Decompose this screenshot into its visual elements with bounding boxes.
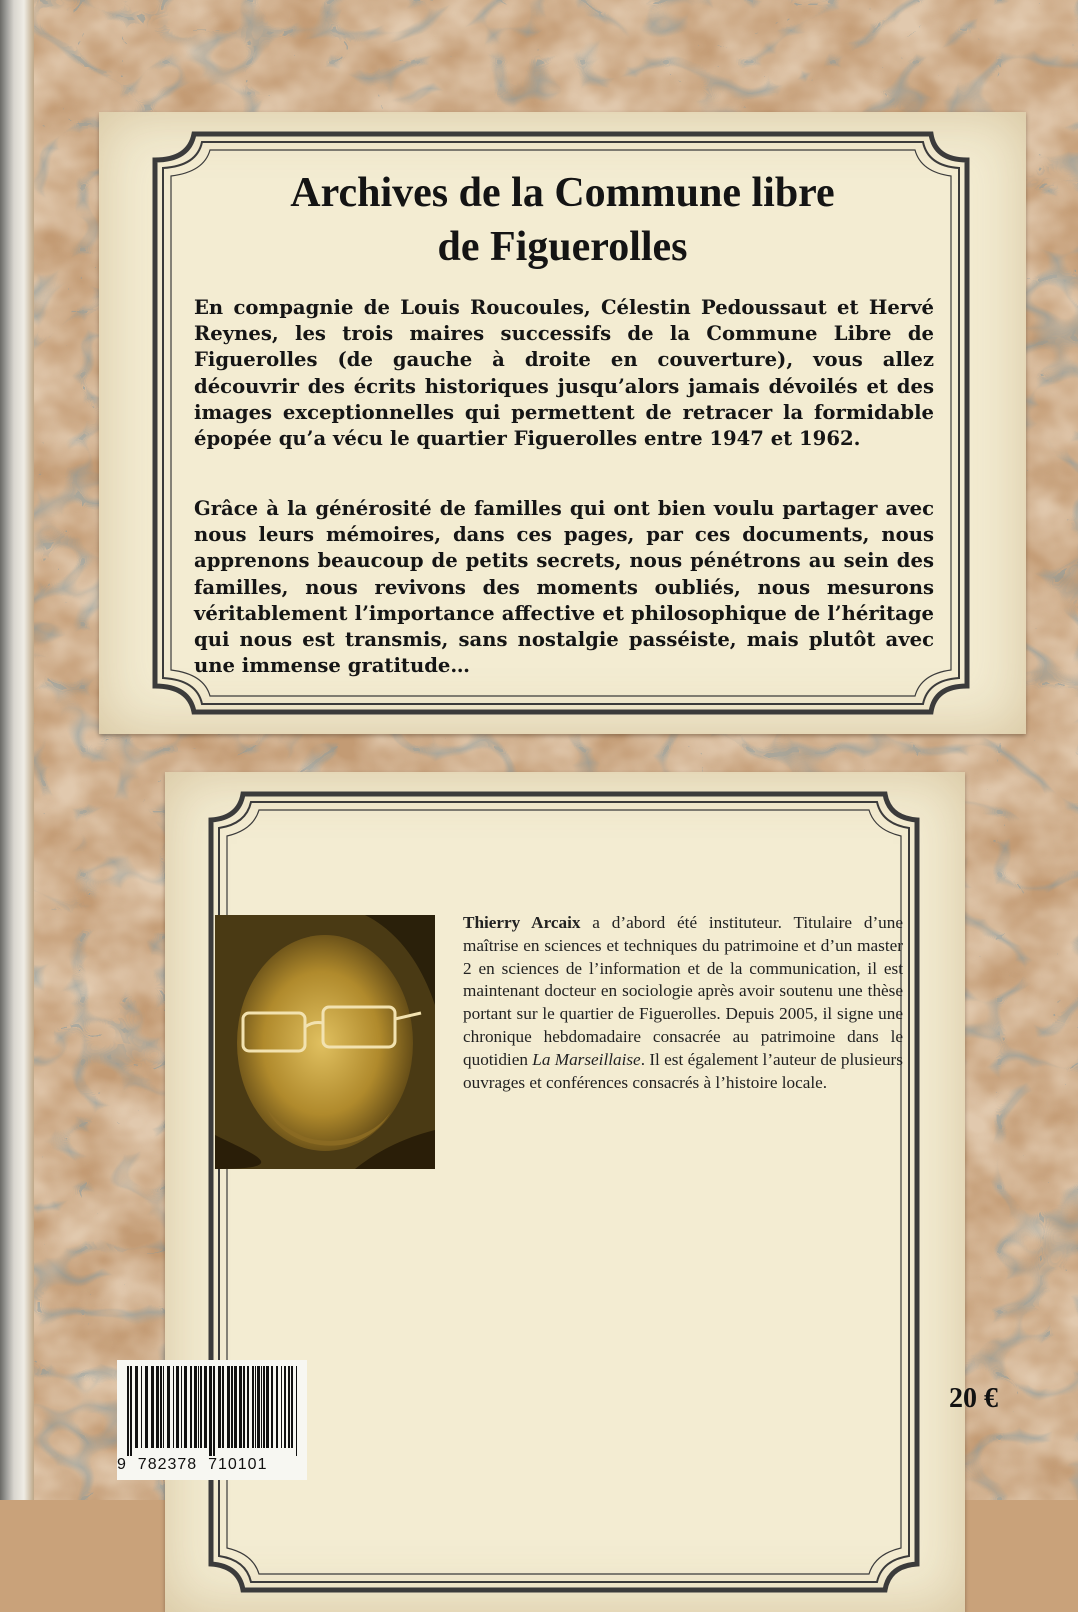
barcode-bar: [222, 1366, 224, 1448]
author-bio-text1: a d’abord été instituteur. Titulaire d’une maîtrise en sciences et techniques du patrimoine et d’un master 2 en sciences de l’information et de la communication, il est maintenant docteur en sociologie après avoir soutenu une thèse portant sur le quartier de Figuerolles. Depuis 2005, il signe une chronique hebdomadaire consacrée au patrimoine dans le quotidien: [463, 913, 903, 1069]
barcode-bar: [296, 1366, 297, 1456]
author-photo: [215, 915, 435, 1169]
barcode-bar: [167, 1366, 170, 1448]
barcode-bar: [181, 1366, 182, 1448]
author-bio-text2: . Il est également l’auteur de plusieurs ouvrages et conférences consacrés à l’histoire locale.: [463, 1049, 903, 1092]
barcode-bar: [127, 1366, 129, 1456]
isbn-number: 9 782378 710101: [117, 1456, 268, 1473]
ornamental-frame-author: [165, 772, 965, 1612]
summary-paragraph-1: En compagnie de Louis Roucoules, Célestin Pedoussaut et Hervé Reynes, les trois maires successifs de la Commune Libre de Figuerolles (de gauche à droite en couverture), vous allez découvrir des écrits historiques jusqu’alors jamais dévoilés et des images exceptionnelles qui permettent de retracer la formidable épopée qu’a vécu le quartier Figuerolles entre 1947 et 1962.: [194, 296, 934, 451]
barcode-bar: [247, 1366, 249, 1448]
page-edge: [0, 0, 34, 1500]
barcode-bar: [190, 1366, 192, 1448]
barcode-bar: [213, 1366, 215, 1456]
barcode-bar: [276, 1366, 278, 1448]
barcode-bar: [257, 1366, 260, 1448]
barcode-bar: [130, 1366, 132, 1456]
barcode-bar: [291, 1366, 293, 1448]
author-name: Thierry Arcaix: [463, 913, 581, 932]
author-card: [165, 772, 965, 1612]
summary-panel: [99, 112, 1026, 734]
barcode-bar: [135, 1366, 138, 1448]
barcode-bar: [204, 1366, 207, 1448]
barcode-bar: [288, 1366, 290, 1448]
book-title-line1: Archives de la Commune libre: [290, 170, 835, 216]
price-label: 20 €: [949, 1383, 998, 1414]
barcode-bar: [184, 1366, 187, 1448]
barcode-bar: [261, 1366, 262, 1448]
barcode-bar: [231, 1366, 233, 1448]
author-bio: [463, 912, 903, 1094]
author-portrait-image: [215, 915, 435, 1169]
barcode-bar: [156, 1366, 159, 1448]
barcode-bar: [145, 1366, 148, 1448]
barcode-bars: [117, 1360, 307, 1456]
barcode-bar: [252, 1366, 254, 1448]
barcode-bar: [284, 1366, 286, 1448]
barcode-bar: [266, 1366, 269, 1448]
barcode-bar: [255, 1366, 256, 1448]
barcode-bar: [227, 1366, 230, 1448]
barcode-bar: [263, 1366, 265, 1448]
barcode-bar: [173, 1366, 174, 1448]
barcode-bar: [194, 1366, 197, 1448]
isbn-barcode: [117, 1360, 307, 1480]
barcode-bar: [218, 1366, 221, 1448]
barcode-bar: [243, 1366, 245, 1448]
barcode-bar: [200, 1366, 202, 1448]
summary-paragraph-2: Grâce à la générosité de familles qui ont bien voulu partager avec nous leurs mémoires, dans ces pages, par ces documents, nous apprenons beaucoup de petits secrets, nous pénétrons au sein des familles, nous revivons des moments oubliés, nous mesurons véritablement l’importance affective et philosophique de l’héritage qui nous est transmis, sans nostalgie passéiste, mais plutôt avec une immense gratitude…: [194, 497, 934, 678]
barcode-bar: [198, 1366, 199, 1448]
barcode-bar: [239, 1366, 242, 1448]
barcode-bar: [271, 1366, 273, 1448]
newspaper-name: La Marseillaise: [532, 1049, 641, 1069]
barcode-bar: [176, 1366, 179, 1448]
book-title-line2: de Figuerolles: [437, 224, 688, 270]
barcode-bar: [234, 1366, 237, 1448]
barcode-bar: [163, 1366, 164, 1448]
barcode-bar: [151, 1366, 154, 1448]
barcode-bar: [141, 1366, 142, 1448]
barcode-bar: [281, 1366, 282, 1448]
barcode-bar: [209, 1366, 212, 1456]
barcode-bar: [160, 1366, 162, 1448]
